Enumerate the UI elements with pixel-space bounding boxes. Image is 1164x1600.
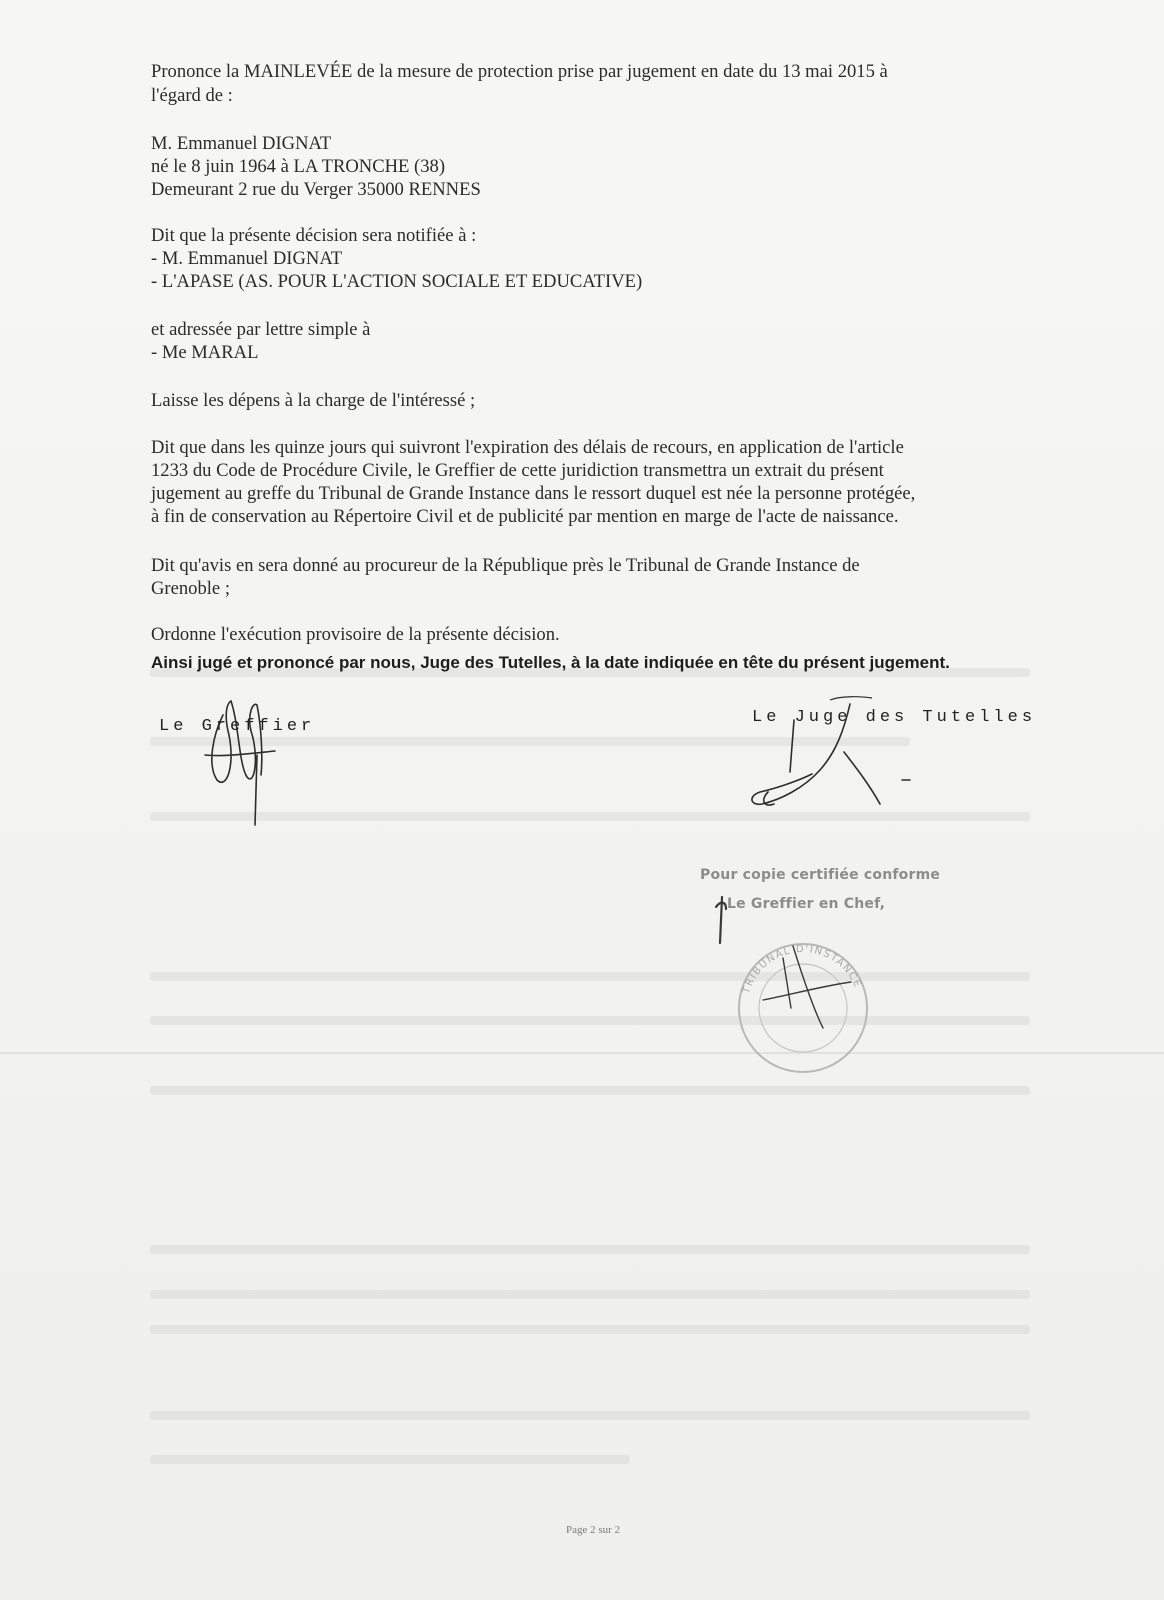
certification-line: Le Greffier en Chef, (727, 896, 886, 912)
registry-line: jugement au greffe du Tribunal de Grande Instance dans le ressort duquel est née la personne protégée, (151, 483, 916, 504)
registry-line: à fin de conservation au Répertoire Civil et de publicité par mention en marge de l'acte de naissance. (151, 506, 899, 527)
show-through-line (150, 1086, 1030, 1095)
page-number: Page 2 sur 2 (566, 1524, 621, 1536)
prosecutor-line: Grenoble ; (151, 578, 230, 599)
letter-intro: et adressée par lettre simple à (151, 319, 371, 340)
show-through-line (150, 1411, 1030, 1420)
show-through-line (150, 972, 1030, 981)
notify-recipient: - M. Emmanuel DIGNAT (151, 248, 343, 269)
certification-line: Pour copie certifiée conforme (700, 867, 941, 883)
show-through-line (150, 1016, 1030, 1025)
person-address: Demeurant 2 rue du Verger 35000 RENNES (151, 179, 481, 200)
show-through-line (150, 1290, 1030, 1299)
notify-intro: Dit que la présente décision sera notifiée à : (151, 225, 477, 246)
greffier-label: Le Greffier (159, 717, 316, 736)
notify-recipient: - L'APASE (AS. POUR L'ACTION SOCIALE ET EDUCATIVE) (151, 271, 643, 292)
costs-paragraph: Laisse les dépens à la charge de l'intéressé ; (151, 390, 476, 411)
person-name: M. Emmanuel DIGNAT (151, 133, 332, 154)
registry-line: 1233 du Code de Procédure Civile, le Greffier de cette juridiction transmettra un extrait du présent (151, 460, 884, 481)
svg-text:TRIBUNAL D'INSTANCE (741, 944, 863, 996)
paper-fold-line (0, 1052, 1164, 1054)
mainlevee-line-1: Prononce la MAINLEVÉE de la mesure de protection prise par jugement en date du 13 mai 2015 à (151, 61, 888, 82)
court-seal (733, 938, 873, 1078)
mainlevee-line-2: l'égard de : (151, 85, 233, 106)
prosecutor-line: Dit qu'avis en sera donné au procureur de la République près le Tribunal de Grande Instance de (151, 555, 860, 576)
show-through-line (150, 1455, 630, 1464)
seal-text: TRIBUNAL D'INSTANCE (741, 943, 864, 996)
juge-signature (750, 700, 910, 830)
show-through-line (150, 1245, 1030, 1254)
juge-label: Le Juge des Tutelles (752, 708, 1037, 727)
closing-statement: Ainsi jugé et prononcé par nous, Juge des Tutelles, à la date indiquée en tête du présent jugement. (151, 653, 950, 672)
execution-paragraph: Ordonne l'exécution provisoire de la présente décision. (151, 624, 560, 645)
letter-recipient: - Me MARAL (151, 342, 259, 363)
registry-line: Dit que dans les quinze jours qui suivront l'expiration des délais de recours, en application de l'article (151, 437, 904, 458)
show-through-line (150, 1325, 1030, 1334)
greffier-signature (195, 695, 315, 845)
person-birth: né le 8 juin 1964 à LA TRONCHE (38) (151, 156, 446, 177)
